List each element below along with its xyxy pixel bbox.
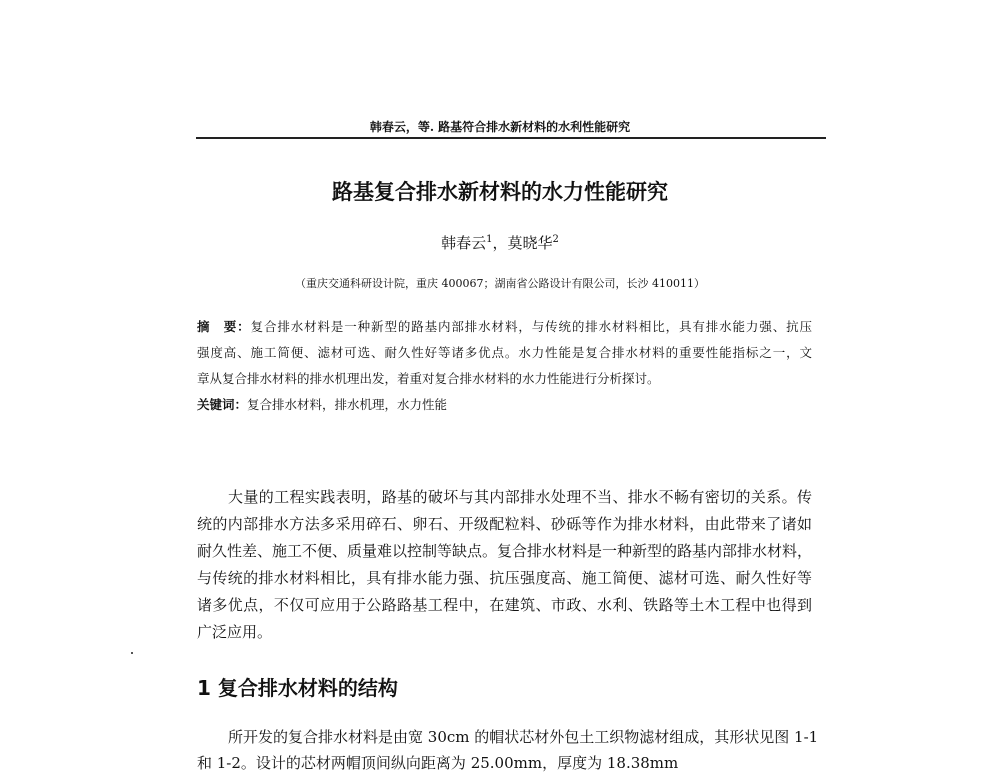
abstract-text: 复合排水材料是一种新型的路基内部排水材料，与传统的排水材料相比，具有排水能力强、抗压 [250,319,812,334]
author-affiliation-mark: 1 [486,234,493,245]
keywords-label: 关键词： [197,397,248,412]
paragraph-line: 统的内部排水方法多采用碎石、卵石、开级配粒料、砂砾等作为排水材料，由此带来了诸如 [197,515,812,533]
paragraph-line: 与传统的排水材料相比，具有排水能力强、抗压强度高、施工简便、滤材可选、耐久性好等 [197,569,812,587]
author-list [0,232,1000,253]
abstract-line [197,317,812,335]
author-separator: ， [492,234,508,252]
author-affiliation-mark: 2 [552,234,559,245]
author-name: 韩春云 [441,234,487,252]
paragraph-line: 和 1-2。设计的芯材两帽顶间纵向距离为 25.00mm，厚度为 18.38mm [197,754,679,772]
keywords [197,395,812,413]
paragraph-line: 诸多优点，不仅可应用于公路路基工程中，在建筑、市政、水利、铁路等土木工程中也得到 [197,596,812,614]
paragraph-line: 大量的工程实践表明，路基的破坏与其内部排水处理不当、排水不畅有密切的关系。传 [228,488,812,506]
header-rule [196,137,826,139]
affiliation: （重庆交通科研设计院，重庆 400067；湖南省公路设计有限公司，长沙 410011） [295,277,705,290]
author-name: 莫晓华 [507,234,553,252]
running-header: 韩春云，等. 路基符合排水新材料的水利性能研究 [369,120,631,134]
scan-speck [131,652,133,654]
paper-title: 路基复合排水新材料的水力性能研究 [332,180,668,204]
abstract-line: 强度高、施工简便、滤材可选、耐久性好等诸多优点。水力性能是复合排水材料的重要性能指标之一，文 [197,345,812,360]
paragraph-line: 耐久性差、施工不便、质量难以控制等缺点。复合排水材料是一种新型的路基内部排水材料， [197,542,813,560]
paragraph-line: 广泛应用。 [197,623,273,641]
section-heading: 1 复合排水材料的结构 [197,676,398,700]
keywords-text: 复合排水材料，排水机理，水力性能 [247,397,448,412]
paragraph-line: 所开发的复合排水材料是由宽 30cm 的帽状芯材外包土工织物滤材组成，其形状见图 1-1 [228,728,819,746]
abstract-line: 章从复合排水材料的排水机理出发，着重对复合排水材料的水力性能进行分析探讨。 [197,371,660,386]
abstract-label: 摘 要： [197,319,251,334]
